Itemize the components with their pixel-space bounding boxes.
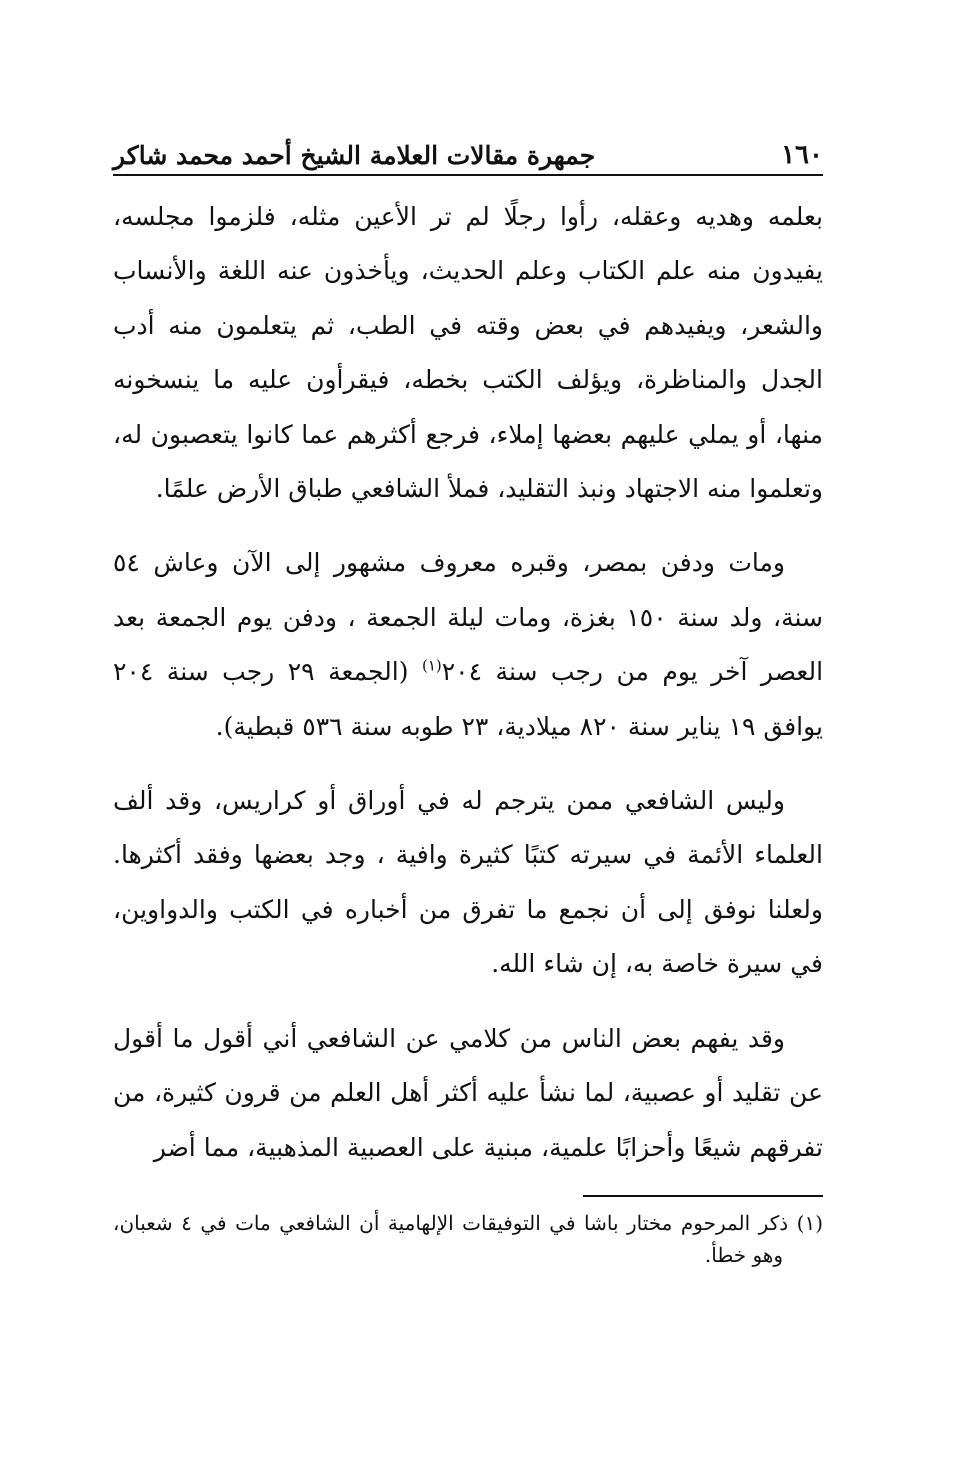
- footnote-marker: (١): [796, 1210, 823, 1235]
- footnote: [113, 1207, 823, 1271]
- paragraph-1: بعلمه وهديه وعقله، رأوا رجلًا لم تر الأعين مثله، فلزموا مجلسه، يفيدون منه علم الكتاب وعلم الحديث، ويأخذون عنه اللغة والأنساب والشعر، ويفيدهم في بعض وقته في الطب، ثم يتعلمون منه أدب الجدل والمناظرة، ويؤلف الكتب بخطه، فيقرأون عليه ما ينسخونه منها، أو يملي عليهم بعضها إملاء، فرجع أكثرهم عما كانوا يتعصبون له، وتعلموا منه الاجتهاد ونبذ التقليد، فملأ الشافعي طباق الأرض علمًا.: [113, 202, 823, 504]
- page-number: ١٦٠: [781, 140, 823, 170]
- footnote-reference[interactable]: (١): [421, 656, 442, 675]
- paragraph-3: وليس الشافعي ممن يترجم له في أوراق أو كراريس، وقد ألف العلماء الأئمة في سيرته كتبًا كثيرة وافية ، وجد بعضها وفقد أكثرها. ولعلنا نوفق إلى أن نجمع ما تفرق من أخباره في الكتب والدواوين، في سيرة خاصة به، إن شاء الله.: [113, 786, 823, 979]
- paragraph-2-text: ومات ودفن بمصر، وقبره معروف مشهور إلى الآن وعاش ٥٤ سنة، ولد سنة ١٥٠ بغزة، ومات ليلة الجمعة ، ودفن يوم الجمعة بعد العصر آخر يوم من رجب سنة ٢٠٤: [113, 548, 824, 687]
- footnote-divider: [583, 1195, 823, 1197]
- paragraph-2: [113, 536, 823, 754]
- paragraph-4: وقد يفهم بعض الناس من كلامي عن الشافعي أني أقول ما أقول عن تقليد أو عصبية، لما نشأ عليه أكثر أهل العلم من قرون كثيرة، من تفرقهم شيعًا وأحزابًا علمية، مبنية على العصبية المذهبية، مما أضر: [113, 1023, 823, 1162]
- footnote-text: ذكر المرحوم مختار باشا في التوفيقات الإلهامية أن الشافعي مات في ٤ شعبان، وهو خطأ.: [113, 1210, 789, 1267]
- body-text: [113, 190, 823, 1175]
- document-page: [113, 128, 823, 1291]
- paragraph-2-tail: (الجمعة ٢٩ رجب سنة ٢٠٤ يوافق ١٩ يناير سنة ٨٢٠ ميلادية، ٢٣ طوبه سنة ٥٣٦ قبطية).: [113, 657, 823, 741]
- running-header: [113, 128, 823, 176]
- running-title: جمهرة مقالات العلامة الشيخ أحمد محمد شاكر: [113, 141, 596, 170]
